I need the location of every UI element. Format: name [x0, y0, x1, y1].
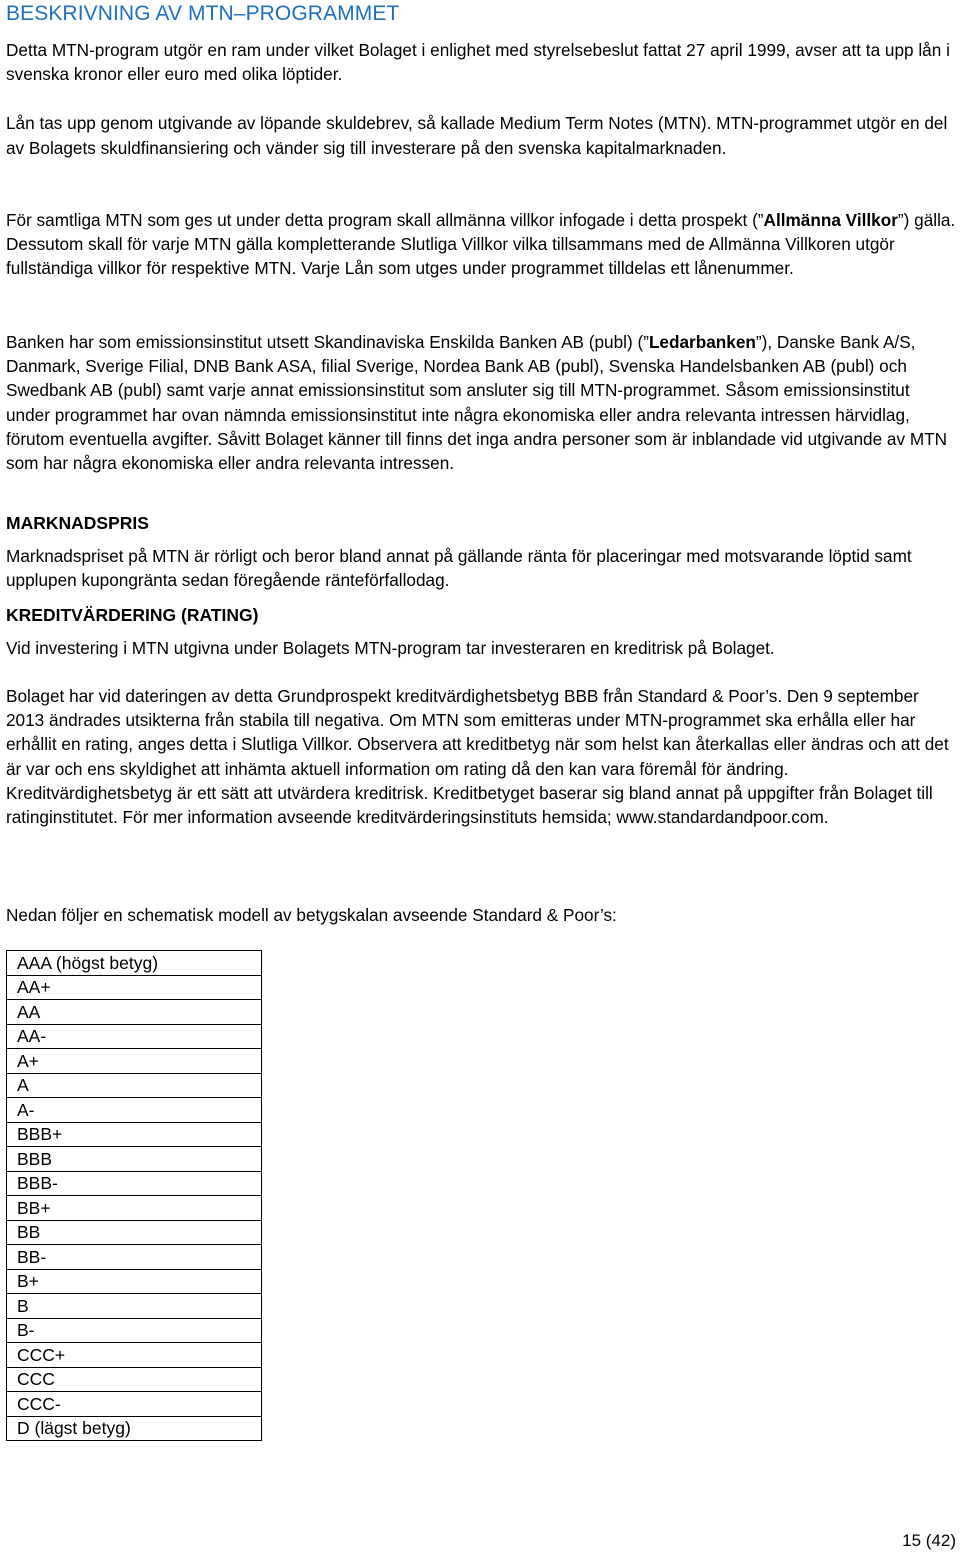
table-row — [7, 1392, 262, 1417]
table-row — [7, 1024, 262, 1049]
table-row — [7, 1294, 262, 1319]
bold-term: Allmänna Villkor — [763, 210, 898, 230]
paragraph-rating-info: Bolaget har vid dateringen av detta Grundprospekt kreditvärdighetsbetyg BBB från Standard & Poor’s. Den 9 september 2013 ändrades utsikterna från stabila till negativa. Om MTN som emitteras under MTN-programmet ska erhålla eller har erhållit en rating, anges detta i Slutliga Villkor. Observera att kreditbetyg när som helst kan återkallas eller ändras och att det är var och ens skyldighet att inhämta aktuell information om rating då den kan vara föremål för ändring. Kreditvärdighetsbetyg är ett sätt att utvärdera kreditrisk. Kreditbetyget baserar sig bland annat på uppgifter från Bolaget till ratinginstitutet. För mer information avseende kreditvärderingsinstituts hemsida; www.standardandpoor.com. — [6, 686, 949, 828]
table-row — [7, 1000, 262, 1025]
table-row — [7, 1416, 262, 1441]
rating-cell: AA- — [7, 1024, 262, 1049]
rating-cell: BB — [7, 1220, 262, 1245]
table-row — [7, 975, 262, 1000]
paragraph-marknadspris: Marknadspriset på MTN är rörligt och beror bland annat på gällande ränta för placeringar med motsvarande löptid samt upplupen kupongränta sedan föregående ränteförfallodag. — [6, 546, 912, 591]
rating-cell: D (lägst betyg) — [7, 1416, 262, 1441]
rating-cell: BBB+ — [7, 1122, 262, 1147]
rating-cell: B — [7, 1294, 262, 1319]
text-segment: ”) gälla. Dessutom skall för varje MTN gälla kompletterande Slutliga Villkor vilka tillsammans med de Allmänna Villkoren utgör fullständiga villkor för respektive MTN. Varje Lån som utges under programmet tilldelas ett lånenummer. — [6, 210, 956, 279]
paragraph-general-terms — [6, 208, 956, 281]
heading-kreditvardering: KREDITVÄRDERING (RATING) — [6, 605, 259, 625]
paragraph-program-intro: Detta MTN-program utgör en ram under vilket Bolaget i enlighet med styrelsebeslut fattat 27 april 1999, avser att ta upp lån i svenska kronor eller euro med olika löptider. — [6, 40, 950, 85]
section-heading: BESKRIVNING AV MTN–PROGRAMMET — [6, 2, 400, 25]
rating-cell: BBB — [7, 1147, 262, 1172]
rating-cell: BB- — [7, 1245, 262, 1270]
table-row — [7, 1098, 262, 1123]
rating-cell: BBB- — [7, 1171, 262, 1196]
table-row — [7, 1049, 262, 1074]
text-segment: För samtliga MTN som ges ut under detta program skall allmänna villkor infogade i detta prospekt (” — [6, 210, 764, 230]
table-row — [7, 1245, 262, 1270]
paragraph-credit-risk: Vid investering i MTN utgivna under Bolagets MTN-program tar investeraren en kreditrisk på Bolaget. — [6, 638, 775, 658]
rating-cell: AA+ — [7, 975, 262, 1000]
table-row — [7, 1073, 262, 1098]
rating-cell: AAA (högst betyg) — [7, 951, 262, 976]
rating-cell: CCC+ — [7, 1343, 262, 1368]
paragraph-loan-description: Lån tas upp genom utgivande av löpande skuldebrev, så kallade Medium Term Notes (MTN). MTN-programmet utgör en del av Bolagets skuldfinansiering och vänder sig till investerare på den svenska kapitalmarknaden. — [6, 113, 948, 158]
paragraph-issuing-institutions — [6, 330, 956, 475]
text-segment: ”), Danske Bank A/S, Danmark, Sverige Filial, DNB Bank ASA, filial Sverige, Nordea Bank AB (publ), Svenska Handelsbanken AB (publ) och Swedbank AB (publ) samt varje annat emissionsinstitut som ansluter sig till MTN-programmet. Såsom emissionsinstitut under programmet har ovan nämnda emissionsinstitut inte några ekonomiska eller andra relevanta intressen härvidlag, förutom eventuella avgifter. Såvitt Bolaget känner till finns det inga andra personer som är inblandade vid utgivande av MTN som har några ekonomiska eller andra relevanta intressen. — [6, 332, 948, 474]
paragraph-rating-scale-intro: Nedan följer en schematisk modell av betygskalan avseende Standard & Poor’s: — [6, 905, 617, 925]
table-row — [7, 1343, 262, 1368]
table-row — [7, 1220, 262, 1245]
heading-marknadspris: MARKNADSPRIS — [6, 513, 149, 533]
rating-cell: BB+ — [7, 1196, 262, 1221]
rating-cell: CCC- — [7, 1392, 262, 1417]
rating-cell: A- — [7, 1098, 262, 1123]
rating-scale-table — [6, 950, 262, 1441]
table-row — [7, 1318, 262, 1343]
rating-cell: A+ — [7, 1049, 262, 1074]
table-row — [7, 1171, 262, 1196]
rating-cell: B- — [7, 1318, 262, 1343]
rating-cell: CCC — [7, 1367, 262, 1392]
rating-cell: A — [7, 1073, 262, 1098]
text-segment: Banken har som emissionsinstitut utsett Skandinaviska Enskilda Banken AB (publ) (” — [6, 332, 649, 352]
table-row — [7, 1122, 262, 1147]
table-row — [7, 1147, 262, 1172]
table-row — [7, 1196, 262, 1221]
page-number: 15 (42) — [902, 1531, 956, 1550]
table-row — [7, 1269, 262, 1294]
rating-cell: AA — [7, 1000, 262, 1025]
rating-table-body — [7, 951, 262, 1441]
bold-term: Ledarbanken — [648, 332, 756, 352]
table-row — [7, 1367, 262, 1392]
table-row — [7, 951, 262, 976]
rating-cell: B+ — [7, 1269, 262, 1294]
